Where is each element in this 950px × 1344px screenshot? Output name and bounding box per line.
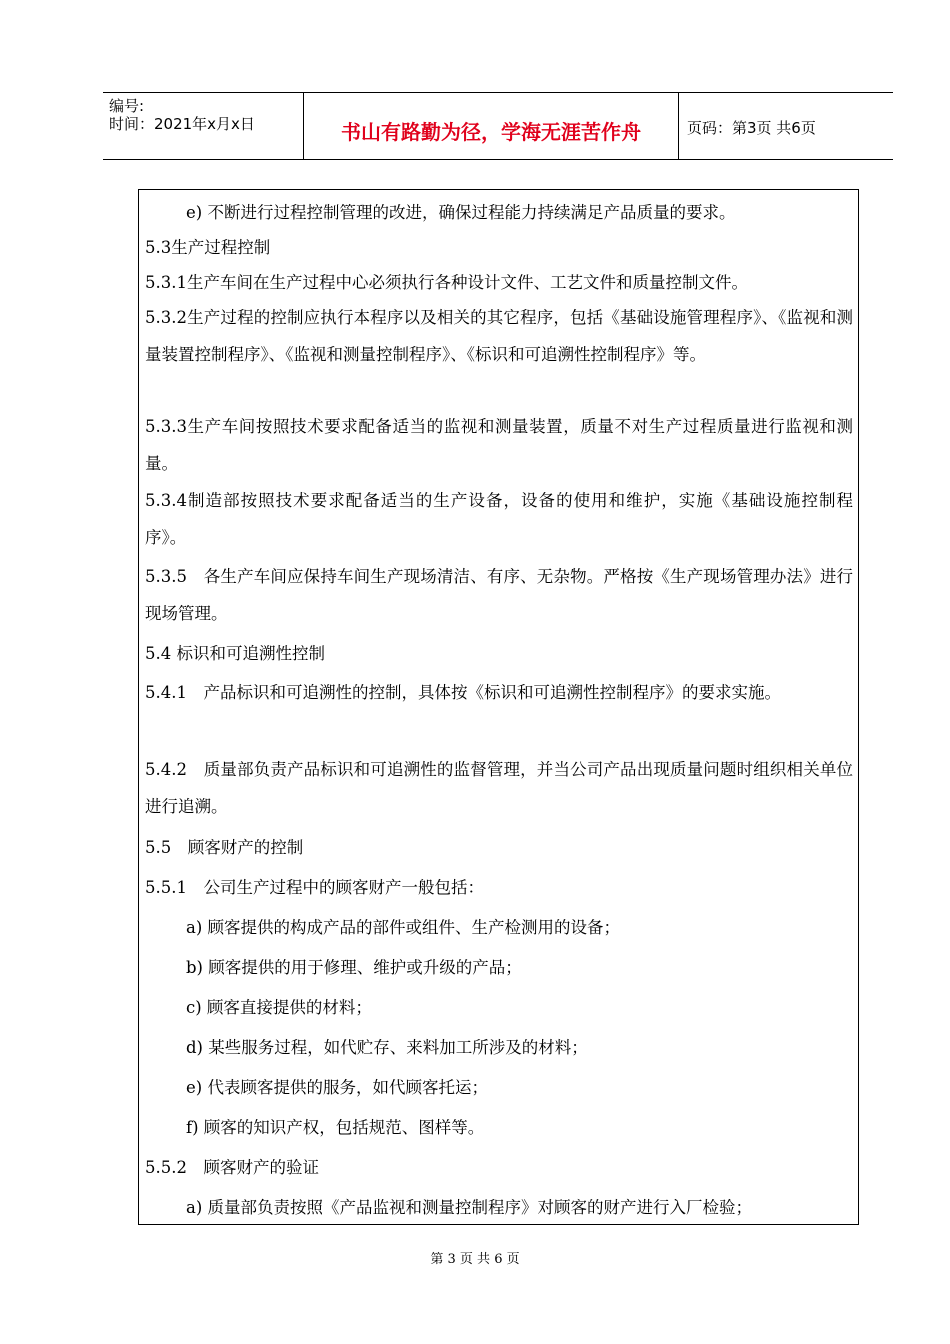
- list-item: f) 顾客的知识产权，包括规范、图样等。: [186, 1118, 485, 1137]
- list-item: b) 顾客提供的用于修理、维护或升级的产品；: [186, 958, 522, 977]
- list-item: c) 顾客直接提供的材料；: [186, 998, 372, 1017]
- paragraph: 5.3.1生产车间在生产过程中心必须执行各种设计文件、工艺文件和质量控制文件。: [145, 273, 748, 292]
- header-motto: 书山有路勤为径，学海无涯苦作舟: [341, 120, 641, 144]
- content-box: [138, 189, 859, 1225]
- paragraph: e) 不断进行过程控制管理的改进，确保过程能力持续满足产品质量的要求。: [186, 203, 736, 222]
- paragraph: 5.4.1 产品标识和可追溯性的控制，具体按《标识和可追溯性控制程序》的要求实施。: [145, 683, 781, 702]
- section-heading: 5.3生产过程控制: [145, 238, 271, 257]
- section-heading: 5.5.2 顾客财产的验证: [145, 1158, 319, 1177]
- section-heading: 5.4 标识和可追溯性控制: [145, 644, 325, 663]
- header-page-cell: [679, 93, 893, 159]
- document-header: [103, 92, 893, 160]
- page-footer: 第 3 页 共 6 页: [430, 1252, 520, 1267]
- list-item: a) 顾客提供的构成产品的部件或组件、生产检测用的设备；: [186, 918, 621, 937]
- header-meta: [103, 93, 303, 159]
- paragraph: 5.5.1 公司生产过程中的顾客财产一般包括：: [145, 878, 484, 897]
- section-heading: 5.5 顾客财产的控制: [145, 838, 304, 857]
- list-item: a) 质量部负责按照《产品监视和测量控制程序》对顾客的财产进行入厂检验；: [186, 1198, 753, 1217]
- paragraph: 5.3.5 各生产车间应保持车间生产现场清洁、有序、无杂物。严格按《生产现场管理办法》进行现场管理。: [145, 567, 853, 623]
- document-number-label: 编号:: [109, 97, 145, 115]
- paragraph: 5.3.3生产车间按照技术要求配备适当的监视和测量装置，质量不对生产过程质量进行监视和测量。: [145, 417, 853, 473]
- header-motto-cell: [303, 93, 679, 159]
- paragraph: 5.3.2生产过程的控制应执行本程序以及相关的其它程序，包括《基础设施管理程序》、《监视和测量装置控制程序》、《监视和测量控制程序》、《标识和可追溯性控制程序》等。: [145, 308, 853, 364]
- list-item: d) 某些服务过程，如代贮存、来料加工所涉及的材料；: [186, 1038, 588, 1057]
- list-item: e) 代表顾客提供的服务，如代顾客托运；: [186, 1078, 488, 1097]
- paragraph: 5.3.4制造部按照技术要求配备适当的生产设备，设备的使用和维护，实施《基础设施控制程序》。: [145, 491, 853, 547]
- paragraph: 5.4.2 质量部负责产品标识和可追溯性的监督管理，并当公司产品出现质量问题时组织相关单位进行追溯。: [145, 760, 853, 816]
- document-time-label: 时间：2021年x月x日: [109, 115, 255, 133]
- header-page-number: 页码：第3页 共6页: [687, 119, 816, 137]
